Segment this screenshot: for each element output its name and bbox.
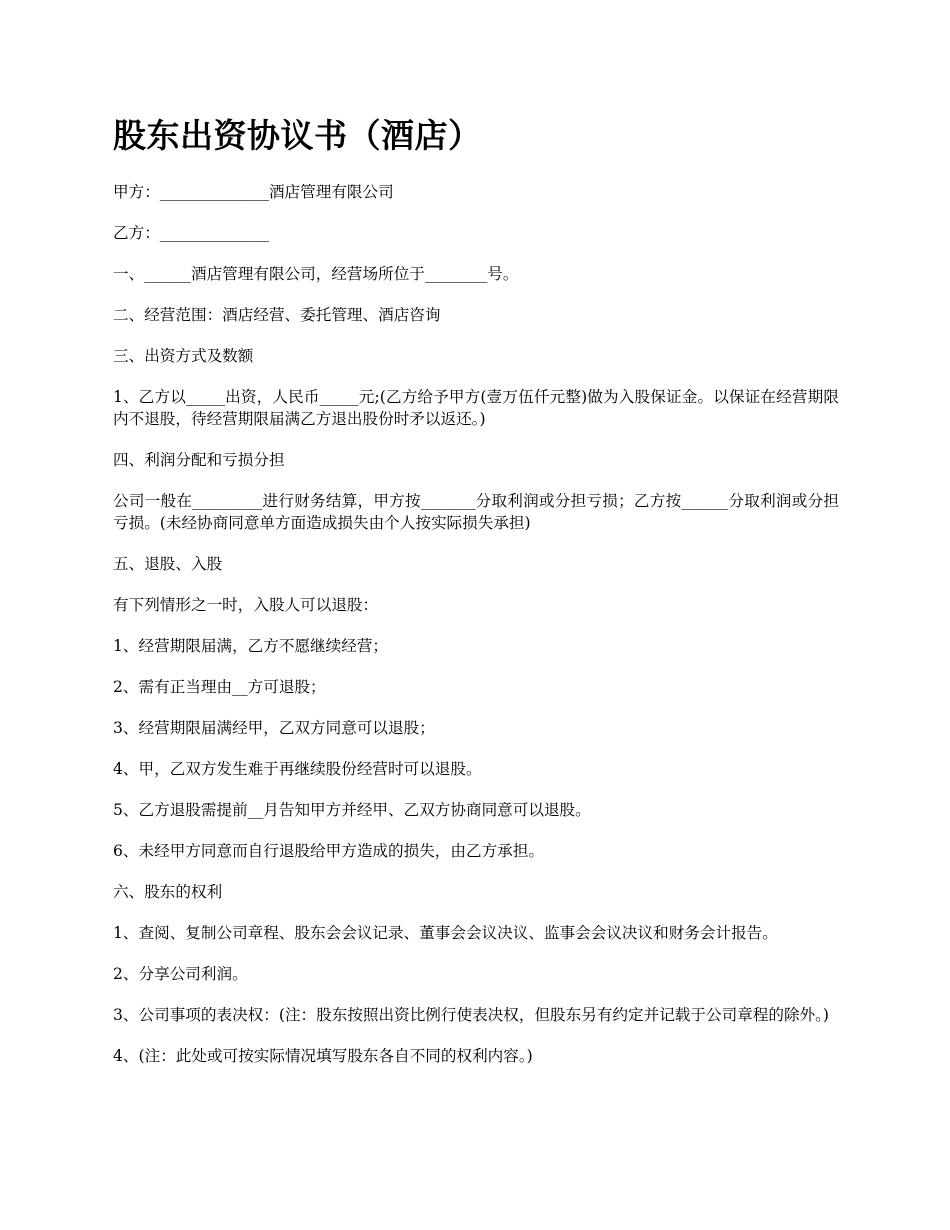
clause-3-item-1: 1、乙方以_____出资，人民币_____元;(乙方给予甲方(壹万伍仟元整)做为入股保证金。以保证在经营期限内不退股，待经营期限届满乙方退出股份时矛以返还。) bbox=[113, 388, 839, 428]
document-title: 股东出资协议书（酒店） bbox=[113, 116, 482, 155]
party-b-line: 乙方：______________ bbox=[113, 224, 269, 242]
party-a-line: 甲方：______________酒店管理有限公司 bbox=[113, 183, 394, 201]
clause-6-item-2: 2、分享公司利润。 bbox=[113, 965, 248, 983]
section-heading-6: 六、股东的权利 bbox=[113, 883, 223, 901]
clause-5-intro: 有下列情形之一时，入股人可以退股： bbox=[113, 596, 379, 614]
section-heading-4: 四、利润分配和亏损分担 bbox=[113, 451, 285, 469]
clause-5-item-4: 4、甲，乙双方发生难于再继续股份经营时可以退股。 bbox=[113, 760, 482, 778]
section-heading-3: 三、出资方式及数额 bbox=[113, 347, 254, 365]
clause-5-item-2: 2、需有正当理由__方可退股； bbox=[113, 678, 326, 696]
clause-1: 一、______酒店管理有限公司，经营场所位于________号。 bbox=[113, 265, 519, 283]
clause-5-item-3: 3、经营期限届满经甲，乙双方同意可以退股； bbox=[113, 719, 435, 737]
clause-5-item-6: 6、未经甲方同意而自行退股给甲方造成的损失，由乙方承担。 bbox=[113, 842, 544, 860]
clause-5-item-5: 5、乙方退股需提前__月告知甲方并经甲、乙双方协商同意可以退股。 bbox=[113, 801, 591, 819]
clause-6-item-1: 1、查阅、复制公司章程、股东会会议记录、董事会会议决议、监事会会议决议和财务会计报告。 bbox=[113, 924, 778, 942]
clause-4-text: 公司一般在_________进行财务结算，甲方按_______分取利润或分担亏损；乙方按______分取利润或分担亏损。(未经协商同意单方面造成损失由个人按实际损失承担) bbox=[113, 492, 839, 532]
clause-6-item-4: 4、(注：此处或可按实际情况填写股东各自不同的权利内容。) bbox=[113, 1047, 533, 1065]
clause-2: 二、经营范围：酒店经营、委托管理、酒店咨询 bbox=[113, 306, 441, 324]
document-body bbox=[113, 181, 839, 1086]
section-heading-5: 五、退股、入股 bbox=[113, 555, 223, 573]
clause-5-item-1: 1、经营期限届满，乙方不愿继续经营； bbox=[113, 637, 389, 655]
clause-6-item-3: 3、公司事项的表决权：(注：股东按照出资比例行使表决权，但股东另有约定并记载于公司章程的除外。) bbox=[113, 1006, 830, 1024]
